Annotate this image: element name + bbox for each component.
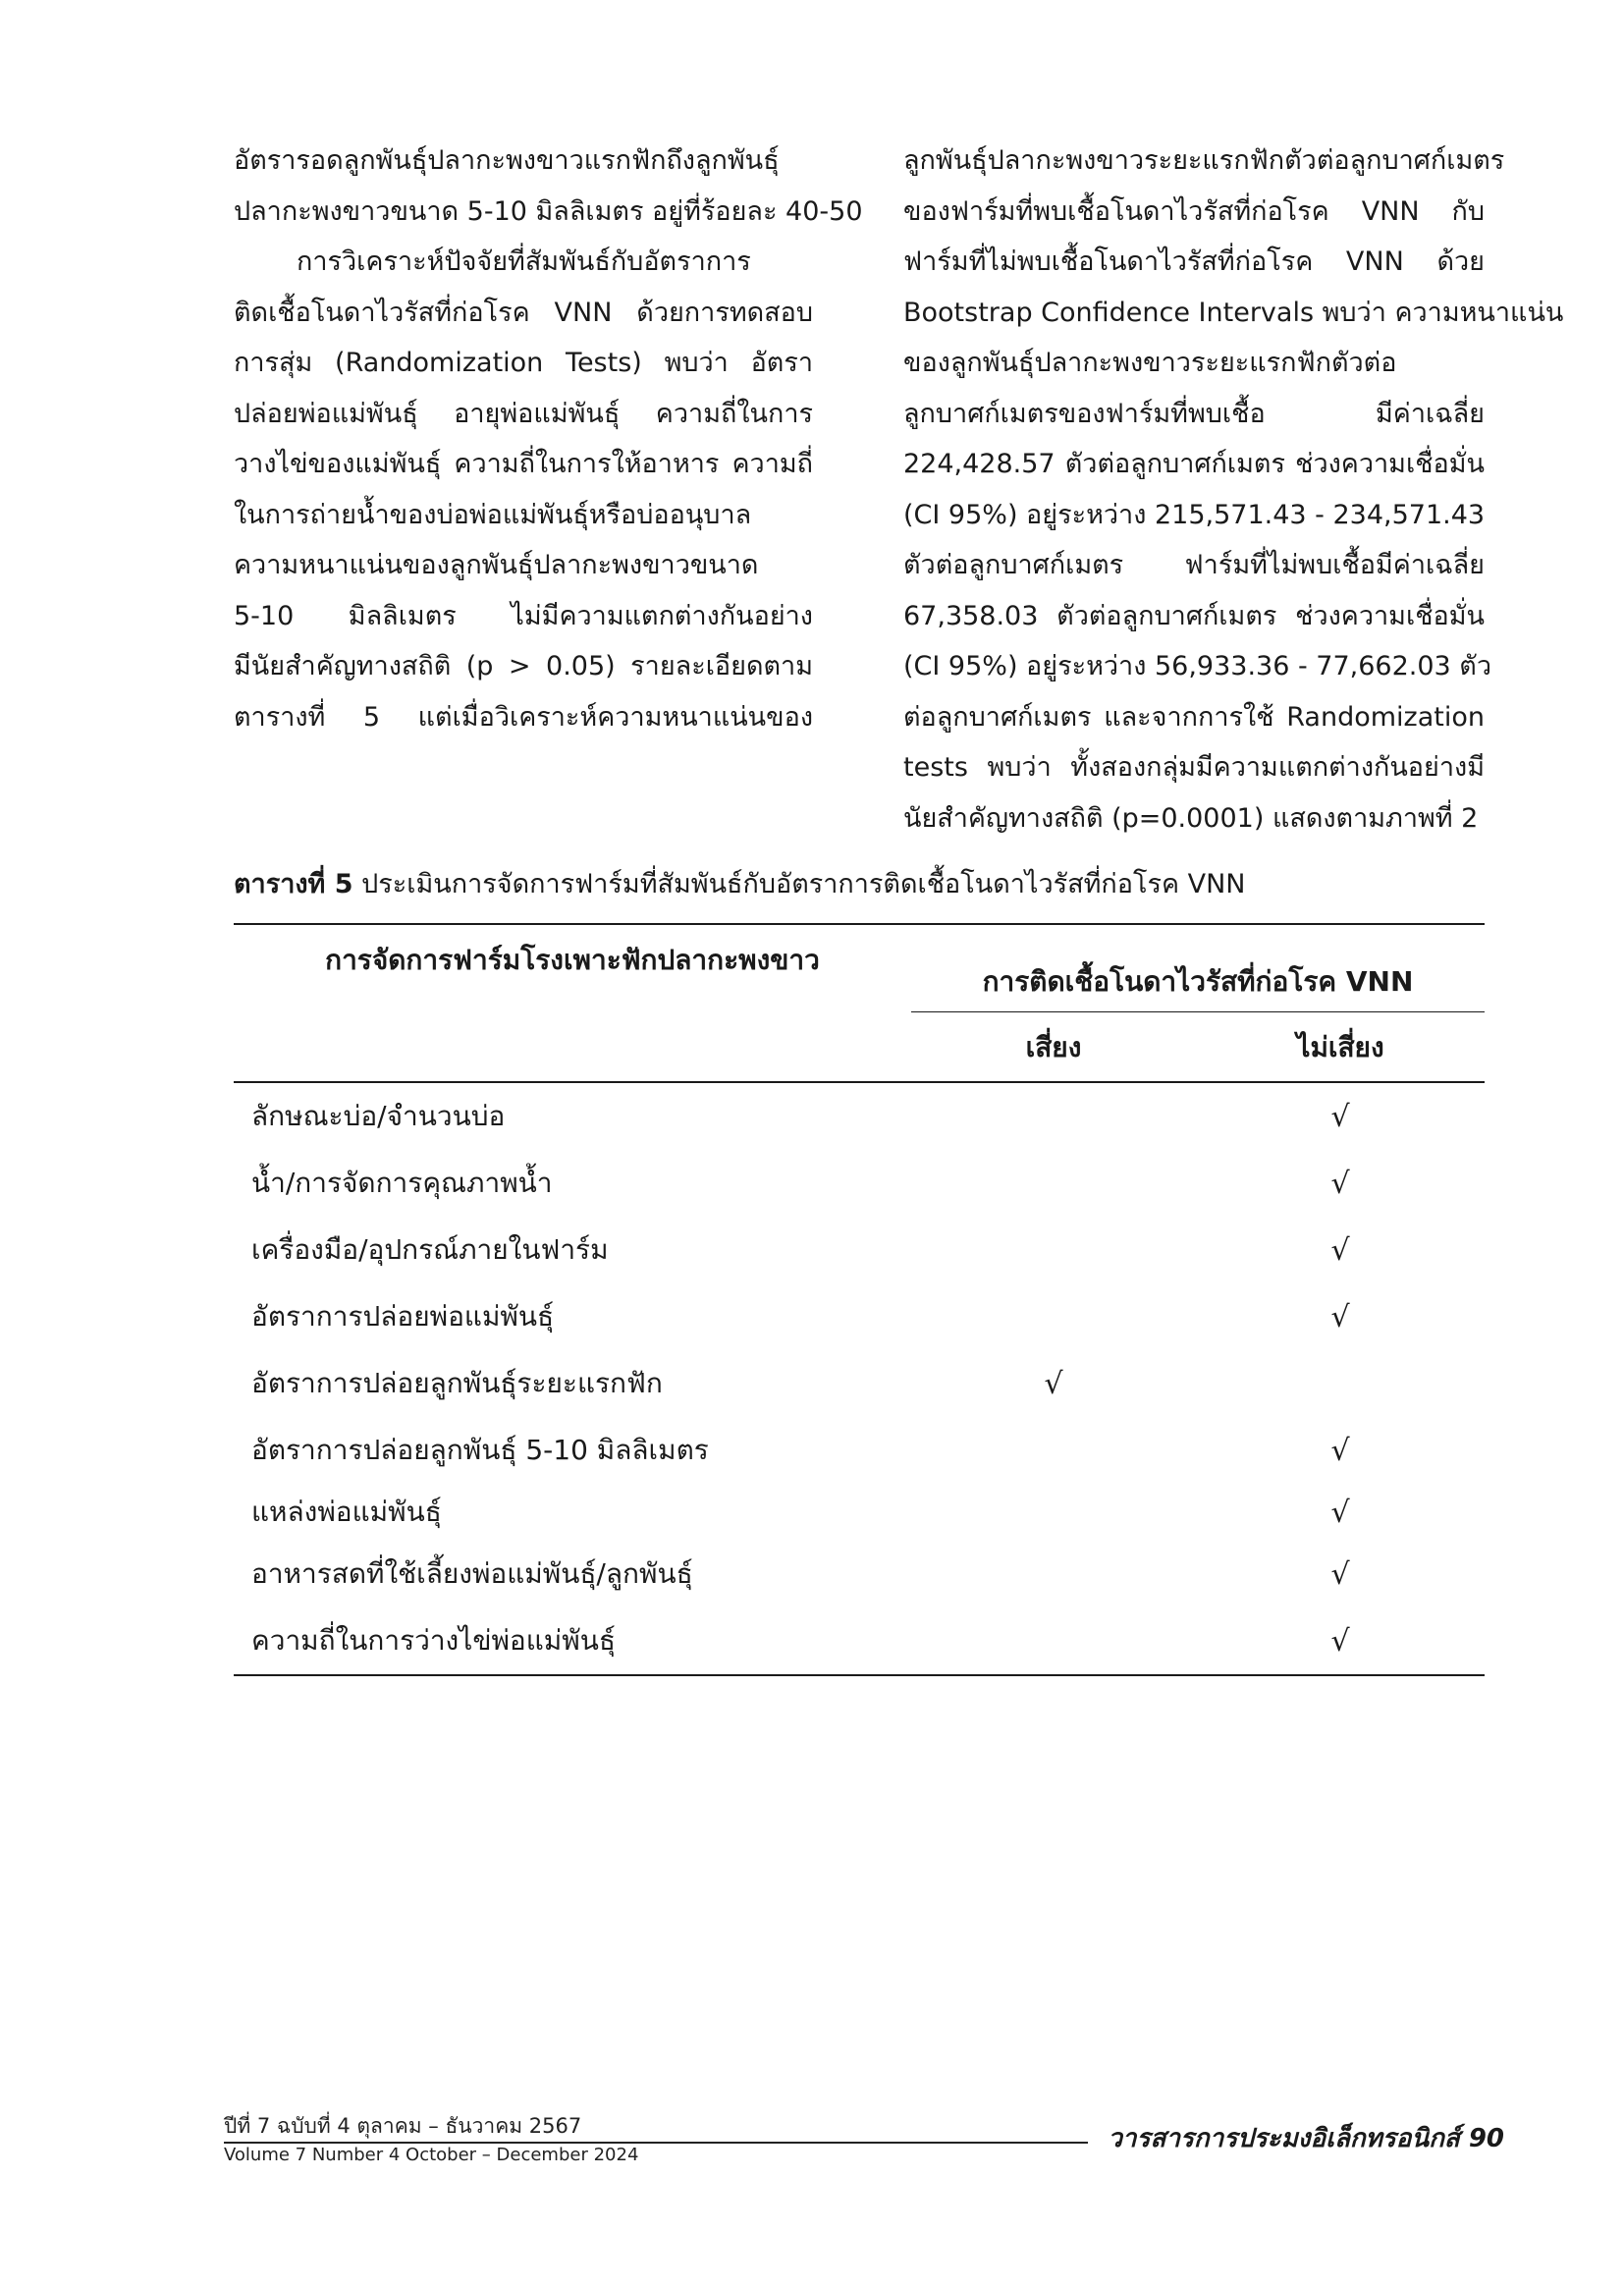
text-line: อัตรารอดลูกพันธุ์ปลากะพงขาวแรกฟักถึงลูกพันธุ์ [234,145,780,176]
table-row [234,1150,1485,1217]
row-risk-mark [911,1541,1196,1607]
footer-issue-info [224,2111,638,2170]
row-norisk-mark: √ [1330,1299,1350,1334]
text-line: ของลูกพันธุ์ปลากะพงขาวระยะแรกฟักตัวต่อ [903,348,1397,378]
row-risk-mark [911,1607,1196,1675]
text-line: ปลากะพงขาวขนาด 5-10 มิลลิเมตร อยู่ที่ร้อยละ 40-50 [234,195,863,227]
footer-english-issue: Volume 7 Number 4 October – December 2024 [224,2145,639,2165]
table-header-group: การติดเชื้อโนดาไวรัสที่ก่อโรค VNN [911,924,1485,1012]
row-risk-mark [911,1417,1196,1484]
text-line: ความหนาแน่นของลูกพันธุ์ปลากะพงขาวขนาด [234,550,759,580]
row-item: อาหารสดที่ใช้เลี้ยงพ่อแม่พันธุ์/ลูกพันธุ์ [251,1557,693,1590]
farm-management-table [234,923,1485,1676]
row-risk-mark [911,1082,1196,1150]
paragraph-bootstrap [903,136,1564,844]
table-header-risk: เสี่ยง [911,1012,1196,1083]
table-row [234,1484,1485,1541]
table-header-main: การจัดการฟาร์มโรงเพาะฟักปลากะพงขาว [325,944,820,976]
table-row [234,1417,1485,1484]
row-risk-mark: √ [1044,1366,1063,1401]
text-line: ต่อลูกบาศก์เมตร และจากการใช้ Randomization [903,701,1485,733]
row-item: อัตราการปล่อยพ่อแม่พันธุ์ [251,1300,555,1333]
table-row [234,1607,1485,1675]
table-header-spacer [234,1012,911,1083]
table-caption [234,862,1246,904]
text-line: ตารางที่ 5 แต่เมื่อวิเคราะห์ความหนาแน่นของ [234,701,813,733]
text-line: วางไข่ของแม่พันธุ์ ความถี่ในการให้อาหาร ความถี่ [234,449,813,479]
text-line: ในการถ่ายน้ำของบ่อพ่อแม่พันธุ์หรือบ่ออนุบาล [234,499,752,530]
text-line: (CI 95%) อยู่ระหว่าง 56,933.36 - 77,662.03 ตัว [903,651,1491,681]
table-row [234,1283,1485,1350]
row-risk-mark [911,1150,1196,1217]
text-line: ปล่อยพ่อแม่พันธุ์ อายุพ่อแม่พันธุ์ ความถี่ในการ [234,398,813,429]
table-row [234,1541,1485,1607]
row-norisk-mark: √ [1330,1556,1350,1592]
row-norisk-mark [1196,1350,1485,1417]
text-line: การวิเคราะห์ปัจจัยที่สัมพันธ์กับอัตราการ [297,246,751,277]
table-subheader-row [234,1012,1485,1083]
row-item: ลักษณะบ่อ/จำนวนบ่อ [251,1100,506,1132]
table-caption-label: ตารางที่ 5 [234,869,353,899]
right-column [903,136,1564,844]
text-line: ติดเชื้อโนดาไวรัสที่ก่อโรค VNN ด้วยการทดสอบ [234,297,813,328]
row-item: แหล่งพ่อแม่พันธุ์ [251,1496,442,1528]
text-line: 5-10 มิลลิเมตร ไม่มีความแตกต่างกันอย่าง [234,600,813,631]
row-norisk-mark: √ [1330,1495,1350,1530]
text-line: 224,428.57 ตัวต่อลูกบาศก์เมตร ช่วงความเชื่อมั่น [903,449,1485,479]
text-line: tests พบว่า ทั้งสองกลุ่มมีความแตกต่างกันอย่างมี [903,752,1485,783]
row-risk-mark [911,1484,1196,1541]
text-line: ลูกพันธุ์ปลากะพงขาวระยะแรกฟักตัวต่อลูกบาศก์เมตร [903,145,1505,176]
left-column [234,136,863,742]
table-row [234,1217,1485,1283]
footer-divider [224,2142,1088,2144]
row-norisk-mark: √ [1330,1433,1350,1468]
row-risk-mark [911,1217,1196,1283]
text-line: ฟาร์มที่ไม่พบเชื้อโนดาไวรัสที่ก่อโรค VNN ด้วย [903,246,1485,277]
text-line: 67,358.03 ตัวต่อลูกบาศก์เมตร ช่วงความเชื่อมั่น [903,600,1485,631]
text-line: ของฟาร์มที่พบเชื้อโนดาไวรัสที่ก่อโรค VNN กับ [903,195,1485,227]
row-norisk-mark: √ [1330,1099,1350,1134]
row-item: น้ำ/การจัดการคุณภาพน้ำ [251,1167,553,1199]
table-caption-text: ประเมินการจัดการฟาร์มที่สัมพันธ์กับอัตราการติดเชื้อโนดาไวรัสที่ก่อโรค VNN [352,869,1246,899]
footer-journal-page: วารสารการประมงอิเล็กทรอนิกส์ 90 [1108,2124,1504,2153]
paragraph-survival [234,136,863,237]
paragraph-randomization [234,237,813,742]
row-norisk-mark: √ [1330,1232,1350,1268]
row-item: เครื่องมือ/อุปกรณ์ภายในฟาร์ม [251,1233,609,1266]
footer-thai-issue: ปีที่ 7 ฉบับที่ 4 ตุลาคม – ธันวาคม 2567 [224,2114,582,2138]
row-item: อัตราการปล่อยลูกพันธุ์ระยะแรกฟัก [251,1367,663,1399]
table-row [234,1350,1485,1417]
row-risk-mark [911,1283,1196,1350]
table-header-norisk: ไม่เสี่ยง [1196,1012,1485,1083]
text-line: มีนัยสำคัญทางสถิติ (p > 0.05) รายละเอียดตาม [234,651,813,681]
text-line: Bootstrap Confidence Intervals พบว่า ความหนาแน่น [903,297,1564,328]
table-header-row [234,924,1485,1012]
row-item: ความถี่ในการว่างไข่พ่อแม่พันธุ์ [234,1607,911,1675]
text-line: ลูกบาศก์เมตรของฟาร์มที่พบเชื้อ มีค่าเฉลี่ย [903,398,1485,429]
row-norisk-mark: √ [1196,1607,1485,1675]
table-row [234,1082,1485,1150]
text-line: นัยสำคัญทางสถิติ (p=0.0001) แสดงตามภาพที่ 2 [903,802,1479,834]
text-line: ตัวต่อลูกบาศก์เมตร ฟาร์มที่ไม่พบเชื้อมีค่าเฉลี่ย [903,550,1485,580]
text-line: (CI 95%) อยู่ระหว่าง 215,571.43 - 234,571.43 [903,499,1486,530]
text-line: การสุ่ม (Randomization Tests) พบว่า อัตรา [234,348,813,378]
row-norisk-mark: √ [1330,1166,1350,1201]
row-item: อัตราการปล่อยลูกพันธุ์ 5-10 มิลลิเมตร [251,1434,709,1466]
